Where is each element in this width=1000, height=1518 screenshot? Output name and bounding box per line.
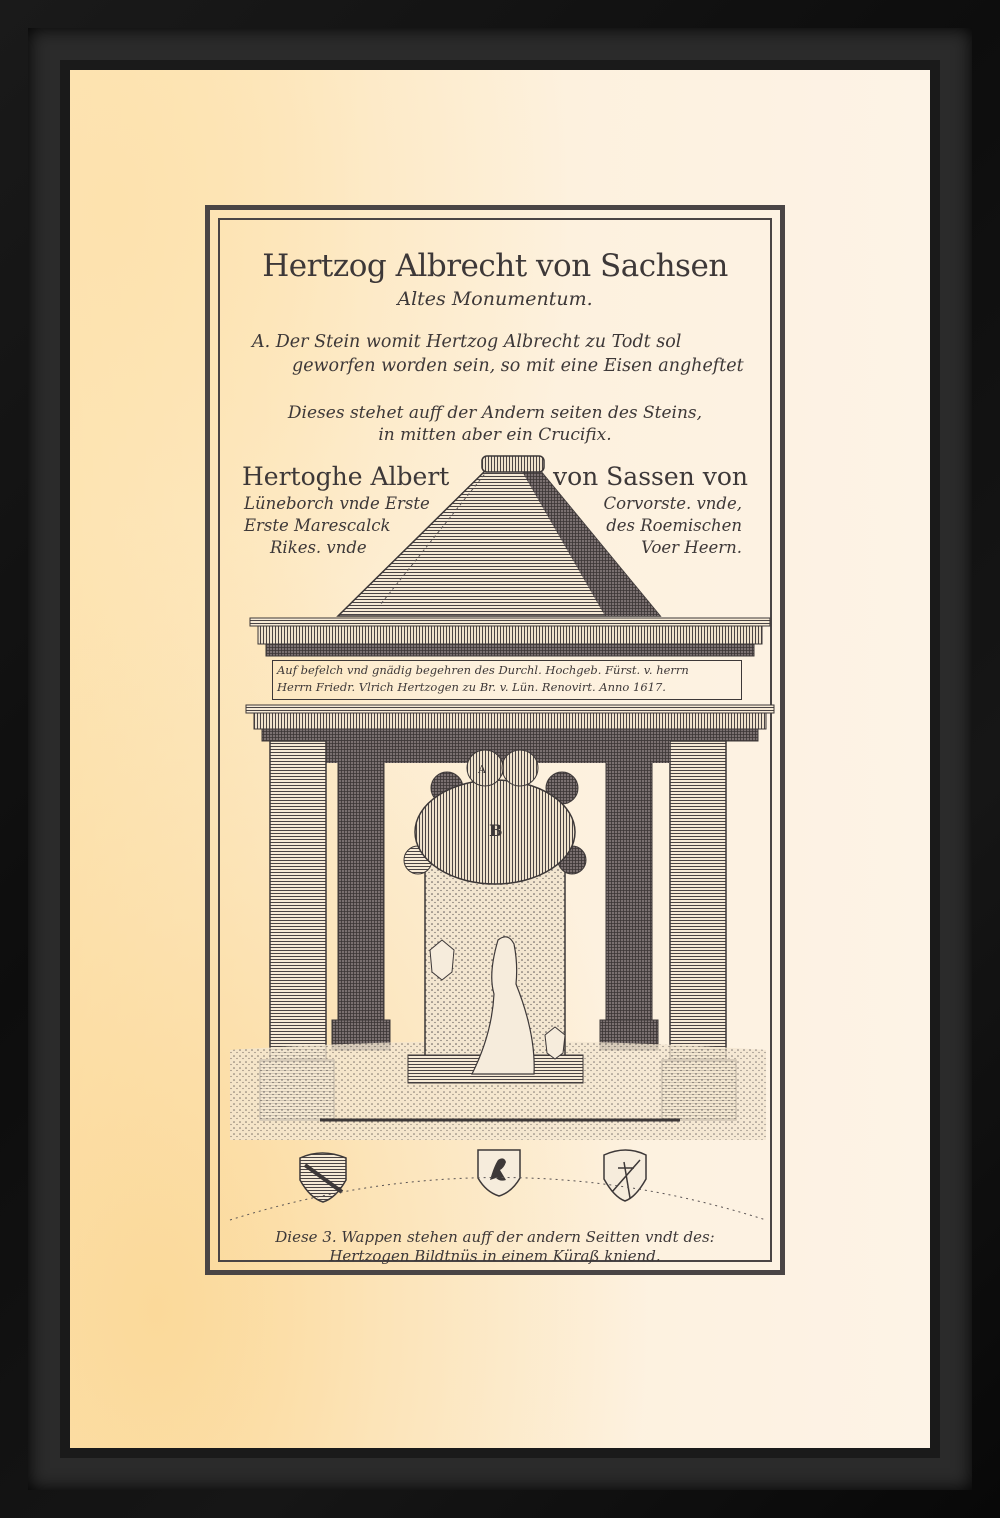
inscription-head-left: Hertoghe Albert xyxy=(242,462,450,491)
note-back-line1: Dieses stehet auff der Andern seiten des Steins, xyxy=(287,403,703,423)
coats-of-arms xyxy=(230,1150,766,1220)
label-b: B xyxy=(489,821,503,840)
plate-subtitle: Altes Monumentum. xyxy=(397,288,593,310)
cornice-line1: Auf befelch vnd gnädig begehren des Durchl. Hochgeb. Fürst. v. herrn xyxy=(277,663,689,677)
note-a-line1: A. Der Stein womit Hertzog Albrecht zu Todt sol xyxy=(252,332,682,352)
note-back-line2: in mitten aber ein Crucifix. xyxy=(378,425,612,445)
engraving-plate xyxy=(205,205,785,1275)
inscription-left-1: Lüneborch vnde Erste xyxy=(244,494,430,513)
cornice-line2: Herrn Friedr. Vlrich Hertzogen zu Br. v. Lün. Renovirt. Anno 1617. xyxy=(277,680,666,694)
inscription-right-2: des Roemischen xyxy=(606,516,742,535)
inscription-left-2: Erste Marescalck xyxy=(244,516,391,535)
inscription-head-right: von Sassen von xyxy=(552,462,748,491)
crossed-swords-arms-icon xyxy=(604,1150,646,1201)
caption-line1: Diese 3. Wappen stehen auff der andern Seitten vndt des: xyxy=(275,1228,715,1246)
plate-title: Hertzog Albrecht von Sachsen xyxy=(262,248,728,284)
inscription-right-1: Corvorste. vnde, xyxy=(603,494,742,513)
plate-inner-border xyxy=(218,218,772,1265)
inscription-left-3: Rikes. vnde xyxy=(270,538,367,557)
stone-cross xyxy=(404,750,586,1083)
caption-line2: Hertzogen Bildtnüs in einem Küraß kniend. xyxy=(329,1247,661,1265)
label-a: A xyxy=(478,763,486,776)
arms-caption xyxy=(220,1228,770,1266)
monument-engraving xyxy=(220,220,776,1266)
cornice-inscription xyxy=(272,660,742,700)
paper-mat xyxy=(70,70,930,1448)
inscription-right-3: Voer Heern. xyxy=(641,538,742,557)
note-a-line2: geworfen worden sein, so mit eine Eisen angheftet xyxy=(292,356,744,376)
